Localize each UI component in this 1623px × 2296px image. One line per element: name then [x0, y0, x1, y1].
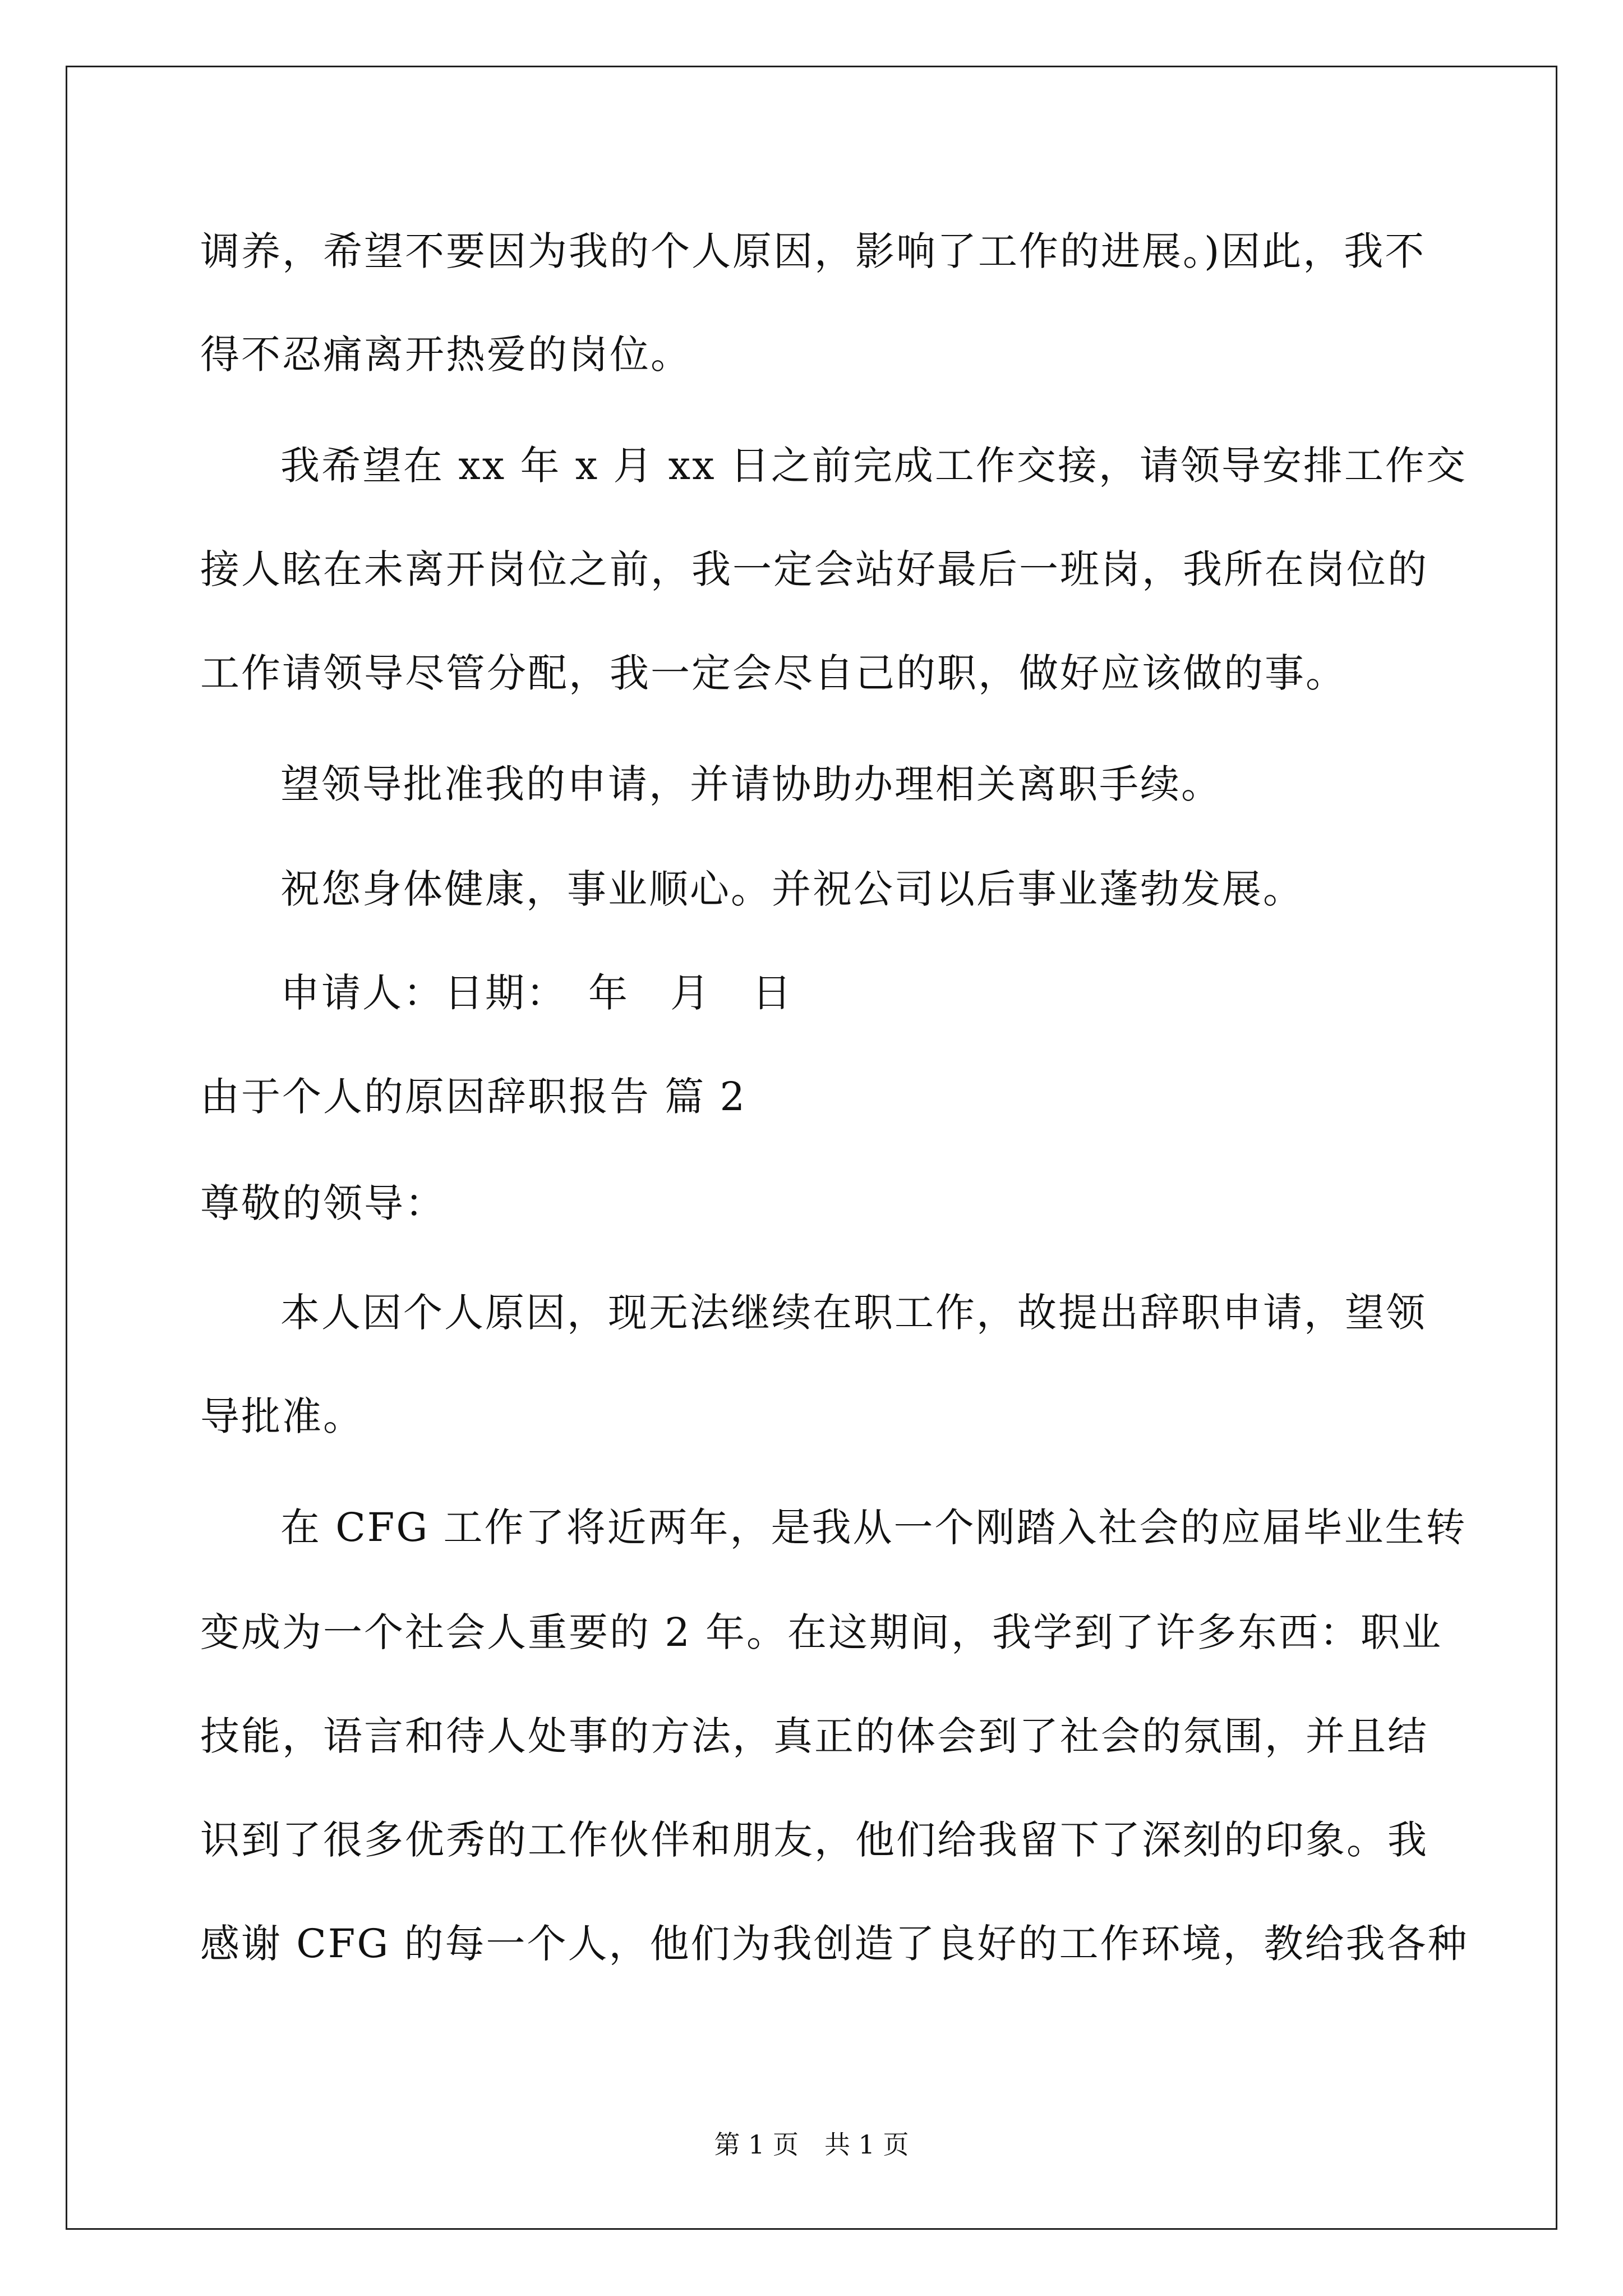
section-heading: 由于个人的原因辞职报告 篇 2 [200, 1074, 747, 1120]
page-border [66, 66, 1557, 2230]
text-line: 得不忍痛离开热爱的岗位。 [200, 332, 691, 378]
text-line: 感谢 CFG 的每一个人，他们为我创造了良好的工作环境，教给我各种 [200, 1921, 1469, 1967]
text-line: 变成为一个社会人重要的 2 年。在这期间，我学到了许多东西：职业 [200, 1609, 1443, 1655]
signature-line: 申请人：日期： 年 月 日 [280, 970, 793, 1016]
page-footer: 第 1 页 共 1 页 [714, 2129, 909, 2160]
paragraph-line: 祝您身体健康，事业顺心。并祝公司以后事业蓬勃发展。 [280, 866, 1304, 912]
text-line: 导批准。 [200, 1393, 364, 1439]
paragraph-line: 望领导批准我的申请，并请协助办理相关离职手续。 [280, 761, 1222, 807]
paragraph-line: 我希望在 xx 年 x 月 xx 日之前完成工作交接，请领导安排工作交 [280, 443, 1467, 489]
text-line: 调养，希望不要因为我的个人原因，影响了工作的进展。)因此，我不 [200, 228, 1426, 274]
text-line: 识到了很多优秀的工作伙伴和朋友，他们给我留下了深刻的印象。我 [200, 1817, 1428, 1863]
text-line: 工作请领导尽管分配，我一定会尽自己的职，做好应该做的事。 [200, 650, 1347, 696]
salutation: 尊敬的领导： [200, 1180, 446, 1226]
paragraph-line: 本人因个人原因，现无法继续在职工作，故提出辞职申请，望领 [280, 1290, 1427, 1336]
text-line: 技能，语言和待人处事的方法，真正的体会到了社会的氛围，并且结 [200, 1713, 1428, 1759]
paragraph-line: 在 CFG 工作了将近两年，是我从一个刚踏入社会的应届毕业生转 [280, 1504, 1467, 1550]
text-line: 接人眩在未离开岗位之前，我一定会站好最后一班岗，我所在岗位的 [200, 546, 1428, 592]
